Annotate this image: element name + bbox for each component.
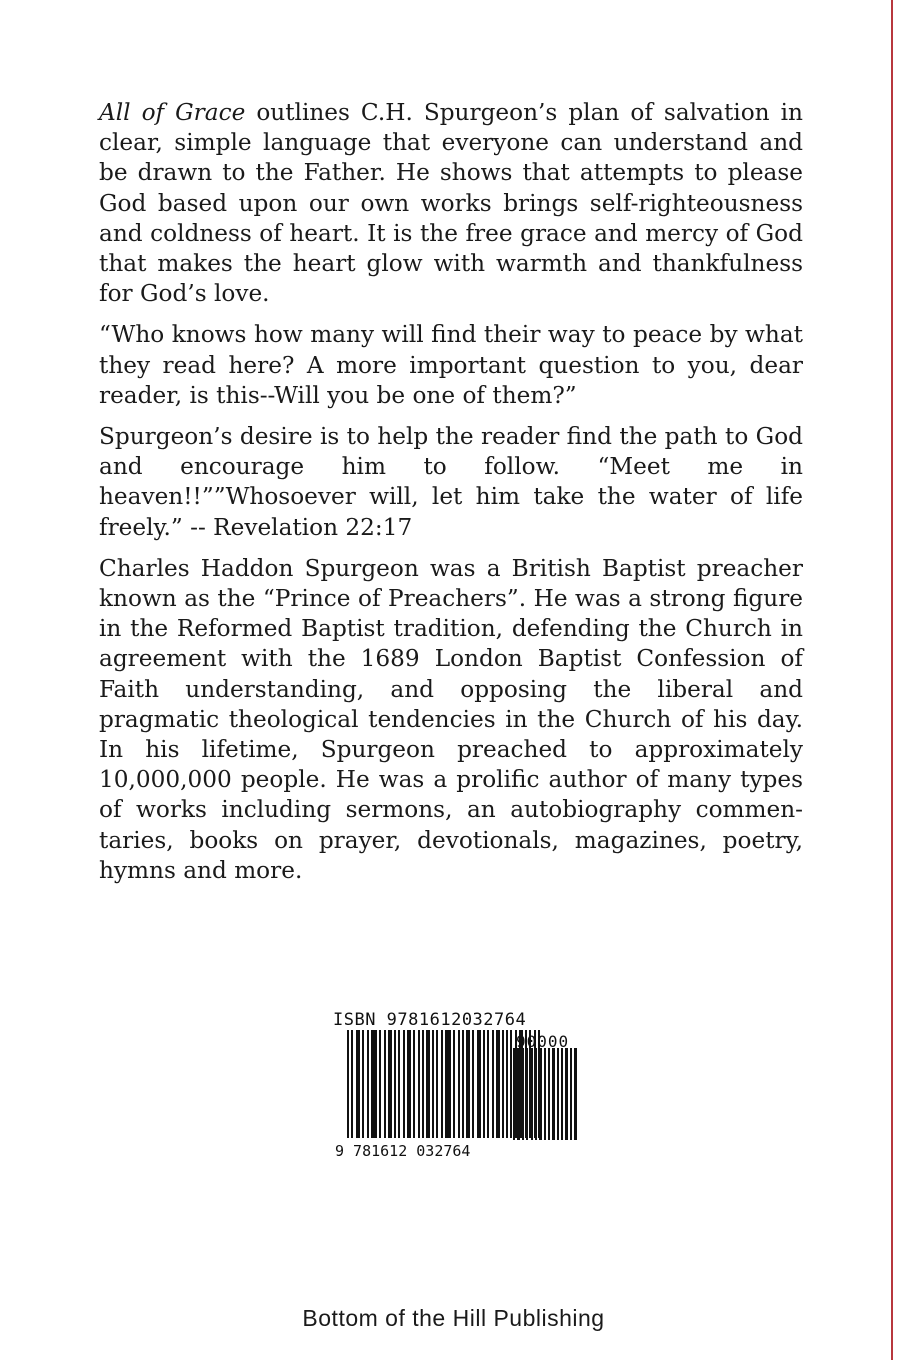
- barcode-bar: [407, 1030, 411, 1138]
- barcode-bar: [384, 1030, 386, 1138]
- blurb-paragraph-2: “Who knows how many will find their way to peace by what they read here? A more important question to you, dear reader, is this--Will you be one of them?”: [99, 321, 803, 409]
- barcode-bar: [388, 1030, 392, 1138]
- barcode-bar: [510, 1030, 512, 1138]
- barcode-bar: [552, 1048, 555, 1140]
- isbn-barcode: [333, 1010, 593, 1160]
- barcode-bar: [432, 1030, 434, 1138]
- barcode-bar: [526, 1048, 528, 1140]
- barcode-bar: [544, 1048, 546, 1140]
- barcode-bar: [492, 1030, 494, 1138]
- barcode-bar: [466, 1030, 470, 1138]
- barcode-bar: [535, 1048, 537, 1140]
- barcode-bar: [496, 1030, 500, 1138]
- barcode-bar: [347, 1030, 349, 1138]
- barcode-bar: [422, 1030, 424, 1138]
- barcode-bar: [574, 1048, 577, 1140]
- barcode-bar: [548, 1048, 550, 1140]
- barcode-bar: [418, 1030, 420, 1138]
- publisher-name: Bottom of the Hill Publishing: [302, 1305, 605, 1331]
- barcode-bar: [565, 1048, 568, 1140]
- barcode-bar: [426, 1030, 430, 1138]
- back-cover-blurb: [99, 98, 803, 886]
- barcode-bar: [513, 1048, 515, 1140]
- barcode-bar: [445, 1030, 451, 1138]
- barcode-bar: [371, 1030, 377, 1138]
- barcode-bar: [506, 1030, 508, 1138]
- isbn-label: ISBN 9781612032764: [333, 1010, 527, 1030]
- barcode-bar: [413, 1030, 415, 1138]
- barcode-bar: [522, 1048, 524, 1140]
- barcode-bar: [477, 1030, 481, 1138]
- barcode-bar: [351, 1030, 353, 1138]
- barcode-bar: [561, 1048, 563, 1140]
- barcode-bar: [453, 1030, 455, 1138]
- barcode-bar: [394, 1030, 396, 1138]
- barcode-bar: [472, 1030, 474, 1138]
- barcode-bar: [502, 1030, 504, 1138]
- barcode-bar: [487, 1030, 489, 1138]
- barcode-bar: [531, 1048, 533, 1140]
- barcode-bar: [379, 1030, 381, 1138]
- barcode-bar: [557, 1048, 559, 1140]
- barcode-bar: [483, 1030, 485, 1138]
- barcode-bar: [570, 1048, 572, 1140]
- blurb-paragraph-4: Charles Haddon Spurgeon was a British Baptist preacher known as the “Prince of Preachers”. He was a strong figure in the Reformed Baptist tradition, defending the Church in agreement with the 1689 London Baptist Confession of Faith understanding, and opposing the liberal and pragmatic theological tendencies in the Church of his day. In his lifetime, Spurgeon preached to approximately 10,000,000 people. He was a prolific author of many types of works including sermons, an autobiography commentaries, books on prayer, devotionals, magazines, poetry, hymns and more.: [99, 554, 803, 884]
- spine-edge: [891, 0, 907, 1360]
- barcode-bar: [441, 1030, 443, 1138]
- blurb-paragraph-1-text: outlines C.H. Spurgeon’s plan of salvation in clear, simple language that everyone can understand and be drawn to the Father. He shows that attempts to please God based upon our own works brings self-righteousness and coldness of heart. It is the free grace and mercy of God that makes the heart glow with warmth and thankfulness for God’s love.: [99, 99, 803, 308]
- barcode-bar: [367, 1030, 369, 1138]
- price-code: 90000: [516, 1032, 570, 1051]
- barcode-bar: [517, 1048, 520, 1140]
- blurb-paragraph-1: [99, 98, 803, 309]
- barcode-bar: [356, 1030, 360, 1138]
- barcode-bar: [362, 1030, 364, 1138]
- barcode-bar: [398, 1030, 400, 1138]
- blurb-paragraph-3: Spurgeon’s desire is to help the reader find the path to God and encourage him to follow. “Meet me in heaven!!””Whosoever will, let him take the water of life freely.” -- Revelation 22:17: [99, 423, 803, 541]
- barcode-bar: [539, 1048, 542, 1140]
- ean-digits: 9 781612 032764: [335, 1142, 471, 1160]
- book-title: All of Grace: [99, 99, 246, 126]
- barcode-bar: [458, 1030, 460, 1138]
- barcode-bar: [436, 1030, 438, 1138]
- barcode-bar: [462, 1030, 464, 1138]
- barcode-bar: [403, 1030, 405, 1138]
